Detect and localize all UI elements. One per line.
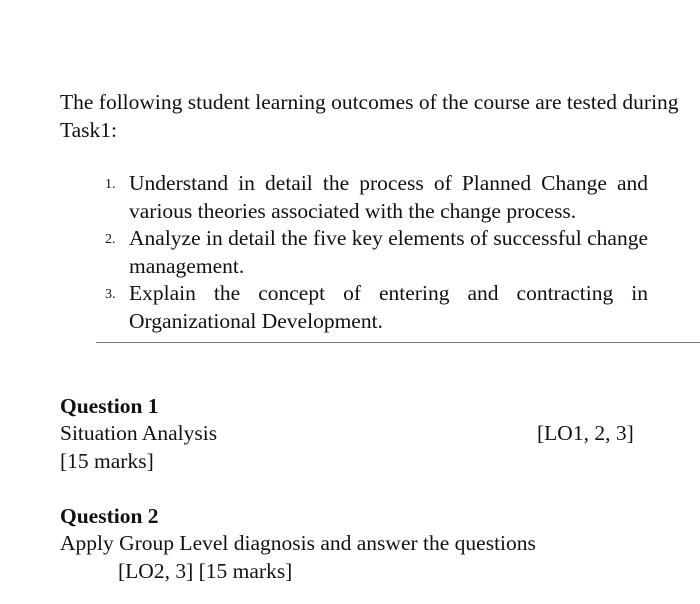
outcome-number: 2.: [105, 232, 116, 247]
outcome-text: Understand in detail the process of Planned Change and various theories associated with the change process.: [129, 171, 648, 223]
list-item: [105, 225, 648, 280]
question-1-title: Question 1: [60, 394, 159, 418]
question-1-topic: Situation Analysis: [60, 421, 218, 445]
outcome-text: Analyze in detail the five key elements of successful change management.: [129, 226, 648, 278]
question-1-lo-reference: [LO1, 2, 3]: [537, 421, 634, 445]
outcome-text: Explain the concept of entering and contracting in Organizational Development.: [129, 281, 648, 333]
question-2-topic: Apply Group Level diagnosis and answer the questions: [60, 531, 536, 555]
question-2-title: Question 2: [60, 504, 159, 528]
question-1-marks: [15 marks]: [60, 449, 154, 473]
question-2-lo-marks: [LO2, 3] [15 marks]: [118, 559, 293, 583]
learning-outcomes-list: [105, 170, 648, 335]
section-divider: [96, 342, 700, 343]
list-item: [105, 170, 648, 225]
outcome-number: 3.: [105, 287, 116, 302]
outcome-number: 1.: [105, 177, 116, 192]
list-item: [105, 280, 648, 335]
intro-paragraph: The following student learning outcomes of the course are tested during Task1:: [60, 90, 679, 142]
